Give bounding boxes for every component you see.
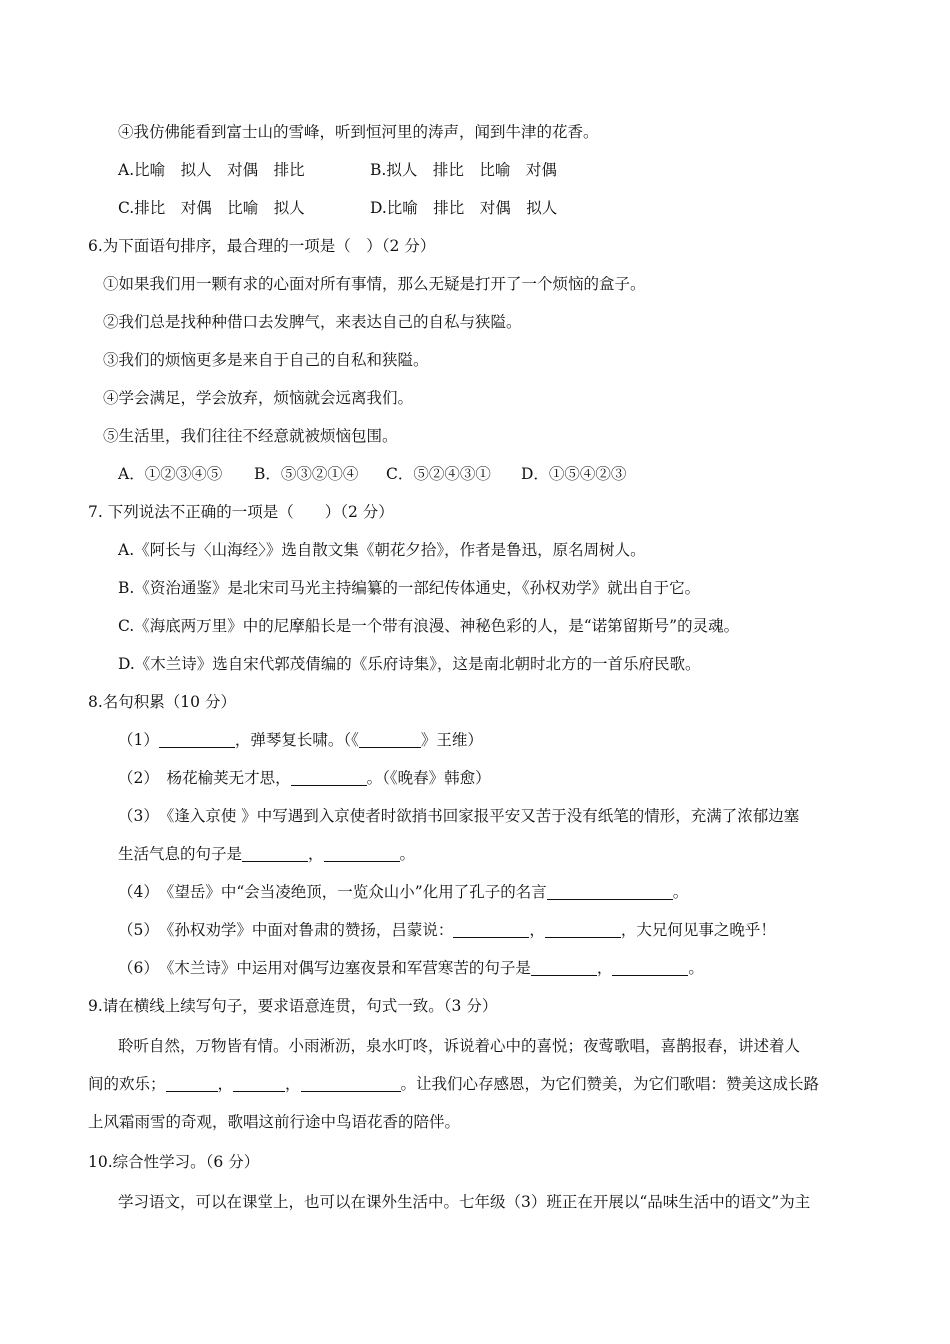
comma: ， [285, 1075, 301, 1093]
q8-item-6-text: （6） 《木兰诗》中运用对偶写边塞夜景和军营寒苦的句子是 [118, 959, 531, 977]
answer-blank[interactable] [301, 1075, 401, 1092]
answer-blank[interactable] [242, 845, 308, 862]
answer-blank[interactable] [453, 921, 529, 938]
q5-option-c: C.排比 对偶 比喻 拟人 [118, 199, 305, 217]
q8-item-2 [118, 768, 491, 788]
q5-option-d: D.比喻 排比 对偶 拟人 [370, 199, 558, 217]
q7-option-c: C.《海底两万里》中的尼摩船长是一个带有浪漫、神秘色彩的人，是“诺第留斯号”的灵魂。 [118, 617, 740, 635]
q8-item-3-line-1: （3） 《逢入京使 》中写遇到入京使者时欲捎书回家报平安又苦于没有纸笔的情形，充满了浓郁边塞 [118, 807, 800, 825]
q6-sentence-2: ②我们总是找种种借口去发脾气，来表达自己的自私与狭隘。 [103, 313, 522, 331]
q6-sentence-3: ③我们的烦恼更多是来自于自己的自私和狭隘。 [103, 351, 429, 369]
comma: ， [596, 959, 613, 977]
q9-paragraph-line-3: 上风霜雨雪的奇观，歌唱这前行途中鸟语花香的陪伴。 [88, 1113, 461, 1131]
answer-blank[interactable] [159, 731, 235, 748]
q8-item-5-end: ，大兄何见事之晚乎！ [620, 921, 776, 939]
q8-item-1 [118, 730, 483, 750]
answer-blank[interactable] [545, 921, 621, 938]
q7-option-b: B.《资治通鉴》是北宋司马光主持编纂的一部纪传体通史，《孙权劝学》就出自于它。 [118, 579, 701, 597]
q7-option-d: D.《木兰诗》选自宋代郭茂倩编的《乐府诗集》，这是南北朝时北方的一首乐府民歌。 [118, 655, 701, 673]
q8-item-3-text: 生活气息的句子是 [118, 845, 243, 863]
q6-option-a: A．①②③④⑤ [118, 465, 223, 483]
comma: ， [529, 921, 545, 939]
q8-item-1-label: （1） [118, 731, 159, 749]
period: 。 [672, 883, 689, 901]
q8-item-5-text: （5） 《孙权劝学》中面对鲁肃的赞扬，吕蒙说： [118, 921, 454, 939]
q8-item-2-source: 。（《晚春》韩愈） [366, 769, 491, 787]
q8-item-2-text: （2） 杨花榆荚无才思， [118, 769, 291, 787]
q8-item-3-line-2 [118, 844, 415, 864]
q6-option-d: D．①⑤④②③ [521, 465, 627, 483]
q9-text: 间的欢乐； [88, 1075, 166, 1093]
answer-blank[interactable] [166, 1075, 218, 1092]
q8-item-4 [118, 882, 688, 902]
q5-item-4: ④我仿佛能看到富士山的雪峰，听到恒河里的涛声，闻到牛津的花香。 [118, 123, 599, 141]
q9-paragraph-line-1: 聆听自然，万物皆有情。小雨淅沥，泉水叮咚，诉说着心中的喜悦；夜莺歌唱，喜鹊报春，讲述着人 [118, 1037, 801, 1055]
q6-stem: 6.为下面语句排序，最合理的一项是（ ）（2 分） [88, 237, 436, 255]
period: 。 [399, 845, 416, 863]
q6-option-c: C．⑤②④③① [386, 465, 491, 483]
comma: ， [308, 845, 324, 863]
q8-stem: 8.名句积累（10 分） [88, 693, 236, 711]
q5-option-a: A.比喻 拟人 对偶 排比 [118, 161, 305, 179]
q8-item-5 [118, 920, 776, 940]
answer-blank[interactable] [547, 883, 673, 900]
q7-stem: 7. 下列说法不正确的一项是（ ）（2 分） [88, 503, 394, 521]
answer-blank[interactable] [291, 769, 367, 786]
q6-sentence-5: ⑤生活里，我们往往不经意就被烦恼包围。 [103, 427, 398, 445]
answer-blank[interactable] [324, 845, 400, 862]
q9-paragraph-line-2 [88, 1074, 819, 1094]
answer-blank[interactable] [233, 1075, 285, 1092]
q8-item-1-text: ，弹琴复长啸。（《 [234, 731, 359, 749]
q8-item-1-author: 》王维） [420, 731, 483, 749]
q6-sentence-4: ④学会满足，学会放弃，烦恼就会远离我们。 [103, 389, 414, 407]
q8-item-6 [118, 958, 704, 978]
q8-item-4-text: （4） 《望岳》中“会当凌绝顶，一览众山小”化用了孔子的名言 [118, 883, 547, 901]
q10-paragraph-line-1: 学习语文，可以在课堂上，也可以在课外生活中。七年级（3）班正在开展以“品味生活中的语文”为主 [118, 1193, 811, 1211]
comma: ， [217, 1075, 234, 1093]
answer-blank[interactable] [612, 959, 688, 976]
answer-blank[interactable] [359, 731, 421, 748]
q6-option-b: B．⑤③②①④ [254, 465, 359, 483]
q7-option-a: A.《阿长与〈山海经〉》选自散文集《朝花夕拾》，作者是鲁迅，原名周树人。 [118, 541, 646, 559]
period: 。 [688, 959, 704, 977]
answer-blank[interactable] [531, 959, 597, 976]
q10-stem: 10.综合性学习。（6 分） [88, 1153, 260, 1171]
q9-text-end: 。让我们心存感恩，为它们赞美，为它们歌唱：赞美这成长路 [400, 1075, 820, 1093]
q5-option-b: B.拟人 排比 比喻 对偶 [370, 161, 557, 179]
q9-stem: 9.请在横线上续写句子，要求语意连贯，句式一致。（3 分） [88, 997, 498, 1015]
q6-sentence-1: ①如果我们用一颗有求的心面对所有事情，那么无疑是打开了一个烦恼的盒子。 [103, 275, 646, 293]
